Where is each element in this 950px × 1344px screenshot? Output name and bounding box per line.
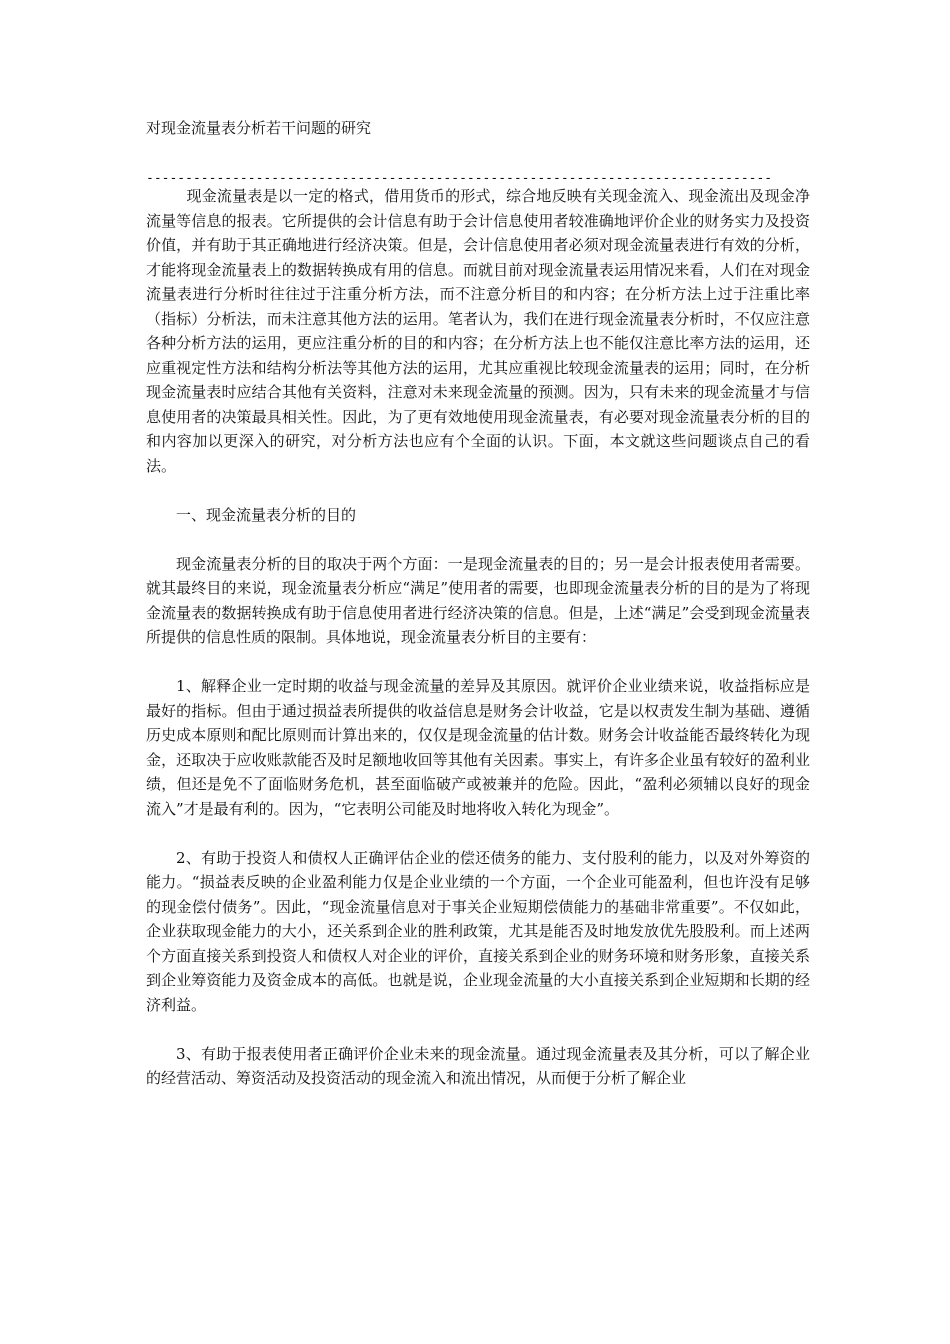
section-heading: 一、现金流量表分析的目的 bbox=[176, 505, 357, 524]
document-title: 对现金流量表分析若干问题的研究 bbox=[146, 119, 372, 137]
document-body bbox=[146, 184, 810, 1115]
list-item-2: 2、有助于投资人和债权人正确评估企业的偿还债务的能力、支付股利的能力，以及对外筹资的能力。“损益表反映的企业盈利能力仅是企业业绩的一个方面，一个企业可能盈利，但也许没有足够的现金偿付债务”。因此，“现金流量信息对于事关企业短期偿债能力的基础非常重要”。不仅如此，企业获取现金能力的大小，还关系到企业的胜利政策，尤其是能否及时地发放优先股股利。而上述两个方面直接关系到投资人和债权人对企业的评价，直接关系到企业的财务环境和财务形象，直接关系到企业筹资能力及资金成本的高低。也就是说，企业现金流量的大小直接关系到企业短期和长期的经济利益。 bbox=[146, 848, 810, 1014]
section-paragraph: 现金流量表分析的目的取决于两个方面：一是现金流量表的目的；另一是会计报表使用者需要。就其最终目的来说，现金流量表分析应“满足”使用者的需要，也即现金流量表分析的目的是为了将现金流量表的数据转换成有助于信息使用者进行经济决策的信息。但是，上述“满足”会受到现金流量表所提供的信息性质的限制。具体地说，现金流量表分析目的主要有： bbox=[146, 554, 810, 646]
list-item-3: 3、有助于报表使用者正确评价企业未来的现金流量。通过现金流量表及其分析，可以了解企业的经营活动、筹资活动及投资活动的现金流入和流出情况，从而便于分析了解企业 bbox=[146, 1044, 810, 1087]
list-item-1: 1、解释企业一定时期的收益与现金流量的差异及其原因。就评价企业业绩来说，收益指标应是最好的指标。但由于通过损益表所提供的收益信息是财务会计收益，它是以权责发生制为基础、遵循历史成本原则和配比原则而计算出来的，仅仅是现金流量的估计数。财务会计收益能否最终转化为现金，还取决于应收账款能否及时足额地收回等其他有关因素。事实上，有许多企业虽有较好的盈利业绩，但还是免不了面临财务危机，甚至面临破产或被兼并的危险。因此，“盈利必须辅以良好的现金流入”才是最有利的。因为，“它表明公司能及时地将收入转化为现金”。 bbox=[146, 677, 810, 818]
separator-line: -------------------------------------------------------------------------------- bbox=[146, 171, 773, 186]
intro-paragraph: 现金流量表是以一定的格式，借用货币的形式，综合地反映有关现金流入、现金流出及现金净流量等信息的报表。它所提供的会计信息有助于会计信息使用者较准确地评价企业的财务实力及投资价值，并有助于其正确地进行经济决策。但是，会计信息使用者必须对现金流量表进行有效的分析，才能将现金流量表上的数据转换成有用的信息。而就目前对现金流量表运用情况来看，人们在对现金流量表进行分析时往往过于注重分析方法，而不注意分析目的和内容；在分析方法上过于注重比率（指标）分析法，而未注意其他方法的运用。笔者认为，我们在进行现金流量表分析时，不仅应注意各种分析方法的运用，更应注重分析的目的和内容；在分析方法上也不能仅注意比率方法的运用，还应重视定性方法和结构分析法等其他方法的运用，尤其应重视比较现金流量表的运用；同时，在分析现金流量表时应结合其他有关资料，注意对未来现金流量的预测。因为，只有未来的现金流量才与信息使用者的决策最具相关性。因此，为了更有效地使用现金流量表，有必要对现金流量表分析的目的和内容加以更深入的研究，对分析方法也应有个全面的认识。下面，本文就这些问题谈点自己的看法。 bbox=[146, 187, 810, 475]
